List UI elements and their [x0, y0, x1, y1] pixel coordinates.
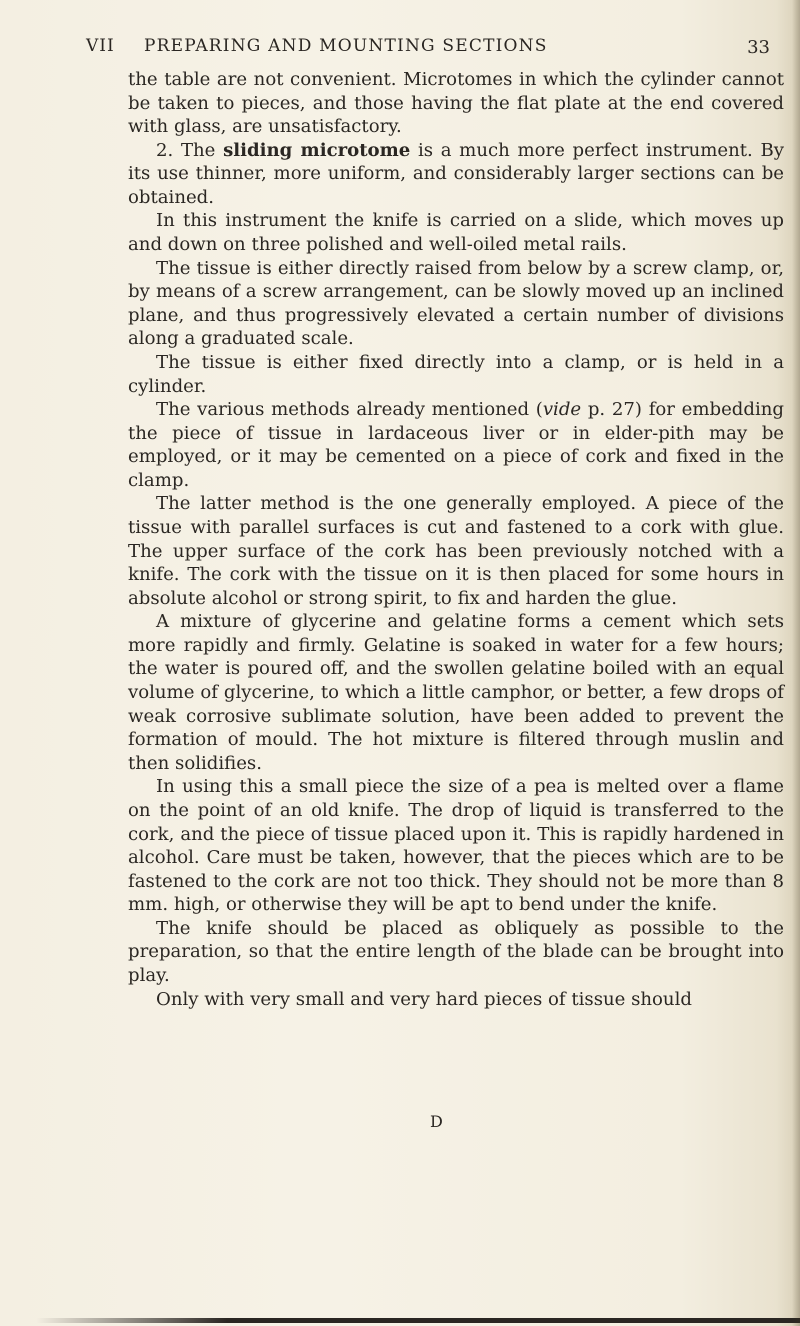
page-edge-shadow: [792, 0, 800, 1326]
paragraph-lead: 2. The: [156, 139, 224, 161]
paragraph-lead: The various methods already mentioned (: [156, 399, 543, 421]
bold-term: sliding microtome: [223, 139, 411, 161]
paragraph: [128, 398, 784, 492]
running-title: PREPARING AND MOUNTING SECTIONS: [144, 36, 548, 56]
page-bottom-edge: [36, 1318, 800, 1323]
paragraph: The tissue is either fixed directly into a clamp, or is held in a cylinder.: [128, 351, 784, 397]
paragraph: In using this a small piece the size of a pea is melted over a flame on the point of an old knife. The drop of liquid is transferred to the cork, and the piece of tissue placed upon it. This is rapidly hardened in alcohol. Care must be taken, however, that the pieces which are to be fastened to the cork are not too thick. They should not be more than 8 mm. high, or otherwise they will be apt to bend under the knife.: [128, 776, 784, 916]
paragraph: [128, 139, 784, 210]
italic-term: vide: [542, 399, 582, 421]
chapter-number: VII: [86, 36, 115, 56]
page-number: 33: [747, 37, 770, 58]
paragraph: The tissue is either directly raised from below by a screw clamp, or, by means of a screw arrangement, can be slowly moved up an inclined plane, and thus progressively elevated a certain number of divisions along a graduated scale.: [128, 257, 784, 350]
signature-mark: D: [430, 1112, 443, 1131]
paragraph-rest: p. 27) for embedding the piece of tissue in lardaceous liver or in elder-pith may be employed, or it may be cemented on a piece of cork and fixed in the clamp.: [128, 399, 784, 491]
paragraph-rest: is a much more perfect instrument. By its use thinner, more uniform, and considerably larger sections can be obtained.: [128, 139, 784, 208]
body-text: [128, 68, 784, 1011]
paragraph: The latter method is the one generally employed. A piece of the tissue with parallel surfaces is cut and fastened to a cork with glue. The upper surface of the cork has been previously notched with a knife. The cork with the tissue on it is then placed for some hours in absolute alcohol or strong spirit, to fix and harden the glue.: [128, 493, 784, 609]
paragraph: Only with very small and very hard pieces of tissue should: [156, 988, 692, 1010]
paragraph: In this instrument the knife is carried on a slide, which moves up and down on three polished and well-oiled metal rails.: [128, 210, 784, 256]
paragraph: The knife should be placed as obliquely as possible to the preparation, so that the entire length of the blade can be brought into play.: [128, 917, 784, 986]
page-header: [86, 36, 770, 60]
paragraph: the table are not convenient. Microtomes in which the cylinder cannot be taken to pieces, and those having the flat plate at the end covered with glass, are unsatisfactory.: [128, 69, 784, 138]
paragraph: A mixture of glycerine and gelatine forms a cement which sets more rapidly and firmly. Gelatine is soaked in water for a few hours; the water is poured off, and the swollen gelatine boiled with an equal volume of glycerine, to which a little camphor, or better, a few drops of weak corrosive sublimate solution, have been added to prevent the formation of mould. The hot mixture is filtered through muslin and then solidifies.: [128, 611, 784, 774]
